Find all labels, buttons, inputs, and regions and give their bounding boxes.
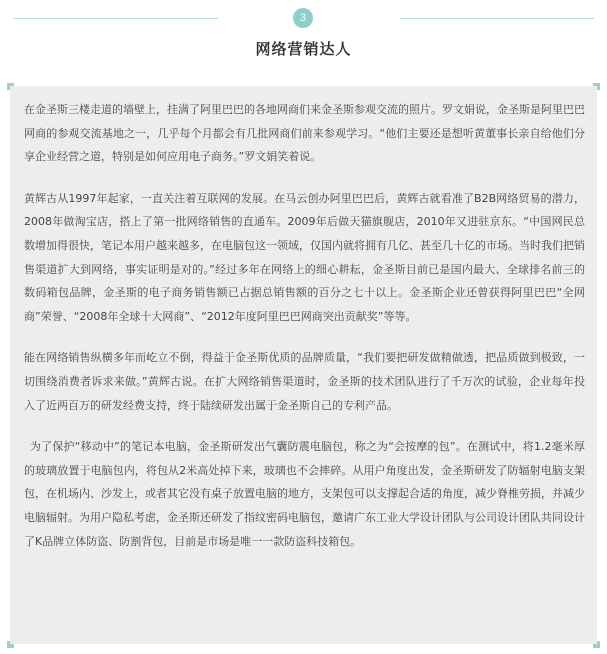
article-panel [10,86,597,644]
section-header [0,0,607,80]
header-divider-left [13,18,218,19]
article-paragraph-3: 能在网络销售纵横多年而屹立不倒，得益于金圣斯优质的品牌质量，“我们要把研发做精做透，把品质做到极致，一切围绕消费者诉求来做。”黄辉古说。在扩大网络销售渠道时，金圣斯的技术团队进行了千万次的试验，企业每年投入了近两百万的研发经费支持，终于陆续研发出属于金圣斯自己的专利产品。 [24,351,585,412]
header-divider-right [400,18,594,19]
article-paragraph-4: 为了保护“移动中”的笔记本电脑，金圣斯研发出气囊防震电脑包，称之为“会按摩的包”。在测试中，将1.2毫米厚的玻璃放置于电脑包内，将包从2米高处掉下来，玻璃也不会摔碎。从用户角度出发，金圣斯研发了防辐射电脑支架包，在机场内、沙发上，或者其它没有桌子放置电脑的地方，支架包可以支撑起合适的角度，减少脊椎劳损，并减少电脑辐射。为用户隐私考虑，金圣斯还研发了指纹密码电脑包，邀请广东工业大学设计团队与公司设计团队共同设计了K品牌立体防盗、防割背包，目前是市场是唯一一款防盗科技箱包。 [24,440,585,548]
article-paragraph-1: 在金圣斯三楼走道的墙壁上，挂满了阿里巴巴的各地网商们来金圣斯参观交流的照片。罗文娟说，金圣斯是阿里巴巴网商的参观交流基地之一，几乎每个月都会有几批网商们前来参观学习。“他们主要还是想听黄董事长亲自给他们分享企业经营之道，特别是如何应用电子商务。”罗文娟笑着说。 [24,103,585,164]
step-number-badge: 3 [293,8,313,28]
section-title: 网络营销达人 [255,40,352,58]
article-paragraph-2: 黄辉古从1997年起家，一直关注着互联网的发展。在马云创办阿里巴巴后，黄辉古就看准了B2B网络贸易的潜力，2008年做淘宝店，搭上了第一批网络销售的直通车。2009年后做天猫旗舰店，2010年又进驻京东。“中国网民总数增加得很快，笔记本用户越来越多，在电脑包这一领域，仅国内就将拥有几亿、甚至几十亿的市场。当时我们把销售渠道扩大到网络，事实证明是对的。”经过多年在网络上的细心耕耘，金圣斯目前已是国内最大、全球排名前三的数码箱包品牌，金圣斯的电子商务销售额已占据总销售额的百分之七十以上。金圣斯企业还曾获得阿里巴巴“全网商”荣誉、“2008年全球十大网商”、“2012年度阿里巴巴网商突出贡献奖”等等。 [24,191,585,323]
